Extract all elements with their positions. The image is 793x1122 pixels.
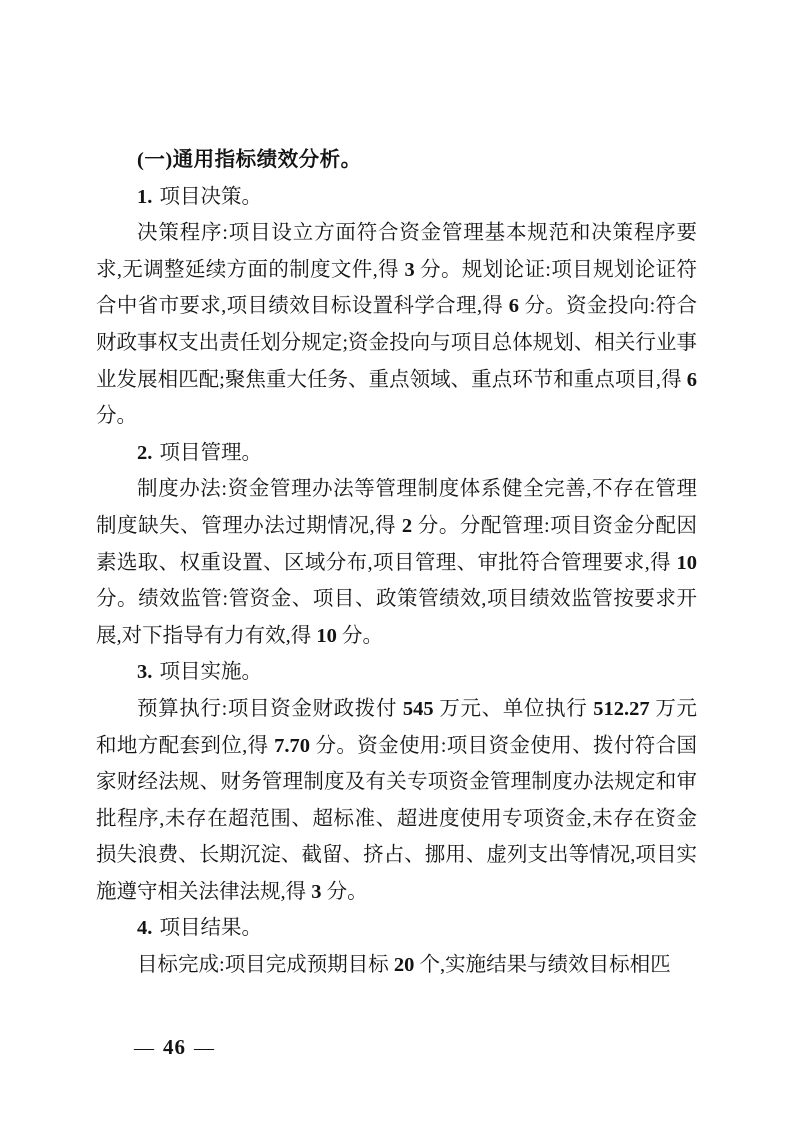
subsection-label: 项目决策。 xyxy=(159,185,263,208)
document-body xyxy=(96,142,697,984)
paragraph-project-decision: 决策程序:项目设立方面符合资金管理基本规范和决策程序要求,无调整延续方面的制度文件,得 3 分。规划论证:项目规划论证符合中省市要求,项目绩效目标设置科学合理,得 6 分。资金投向:符合财政事权支出责任划分规定;资金投向与项目总体规划、相关行业事业发展相匹配;聚焦重大任务、重点领域、重点环节和重点项目,得 6 分。 xyxy=(96,222,697,428)
subsection-number: 2. xyxy=(137,441,153,464)
section-heading: (一)通用指标绩效分析。 xyxy=(137,149,362,171)
page-number: 46 xyxy=(163,1035,186,1059)
subsection-label: 项目实施。 xyxy=(159,661,263,684)
subsection-title-2 xyxy=(96,435,697,472)
subsection-title-4 xyxy=(96,910,697,947)
paragraph-project-management: 制度办法:资金管理办法等管理制度体系健全完善,不存在管理制度缺失、管理办法过期情况,得 2 分。分配管理:项目资金分配因素选取、权重设置、区域分布,项目管理、审批符合管理要求,得 10 分。绩效监管:管资金、项目、政策管绩效,项目绩效监管按要求开展,对下指导有力有效,得 10 分。 xyxy=(96,478,697,647)
subsection-label: 项目结果。 xyxy=(159,917,263,940)
paragraph-project-implementation: 预算执行:项目资金财政拨付 545 万元、单位执行 512.27 万元和地方配套到位,得 7.70 分。资金使用:项目资金使用、拨付符合国家财经法规、财务管理制度及有关专项资金管理制度办法规定和审批程序,未存在超范围、超标准、超进度使用专项资金,未存在资金损失浪费、长期沉淀、截留、挤占、挪用、虚列支出等情况,项目实施遵守相关法律法规,得 3 分。 xyxy=(96,697,698,903)
page-footer xyxy=(134,1033,215,1062)
subsection-number: 3. xyxy=(137,661,153,684)
subsection-number: 1. xyxy=(137,185,153,208)
footer-dash-left: — xyxy=(134,1037,155,1059)
subsection-title-3 xyxy=(96,654,697,691)
footer-dash-right: — xyxy=(194,1037,215,1059)
subsection-number: 4. xyxy=(137,917,153,940)
subsection-label: 项目管理。 xyxy=(159,441,263,464)
paragraph-project-results: 目标完成:项目完成预期目标 20 个,实施结果与绩效目标相匹 xyxy=(137,954,671,977)
subsection-title-1 xyxy=(96,179,697,216)
